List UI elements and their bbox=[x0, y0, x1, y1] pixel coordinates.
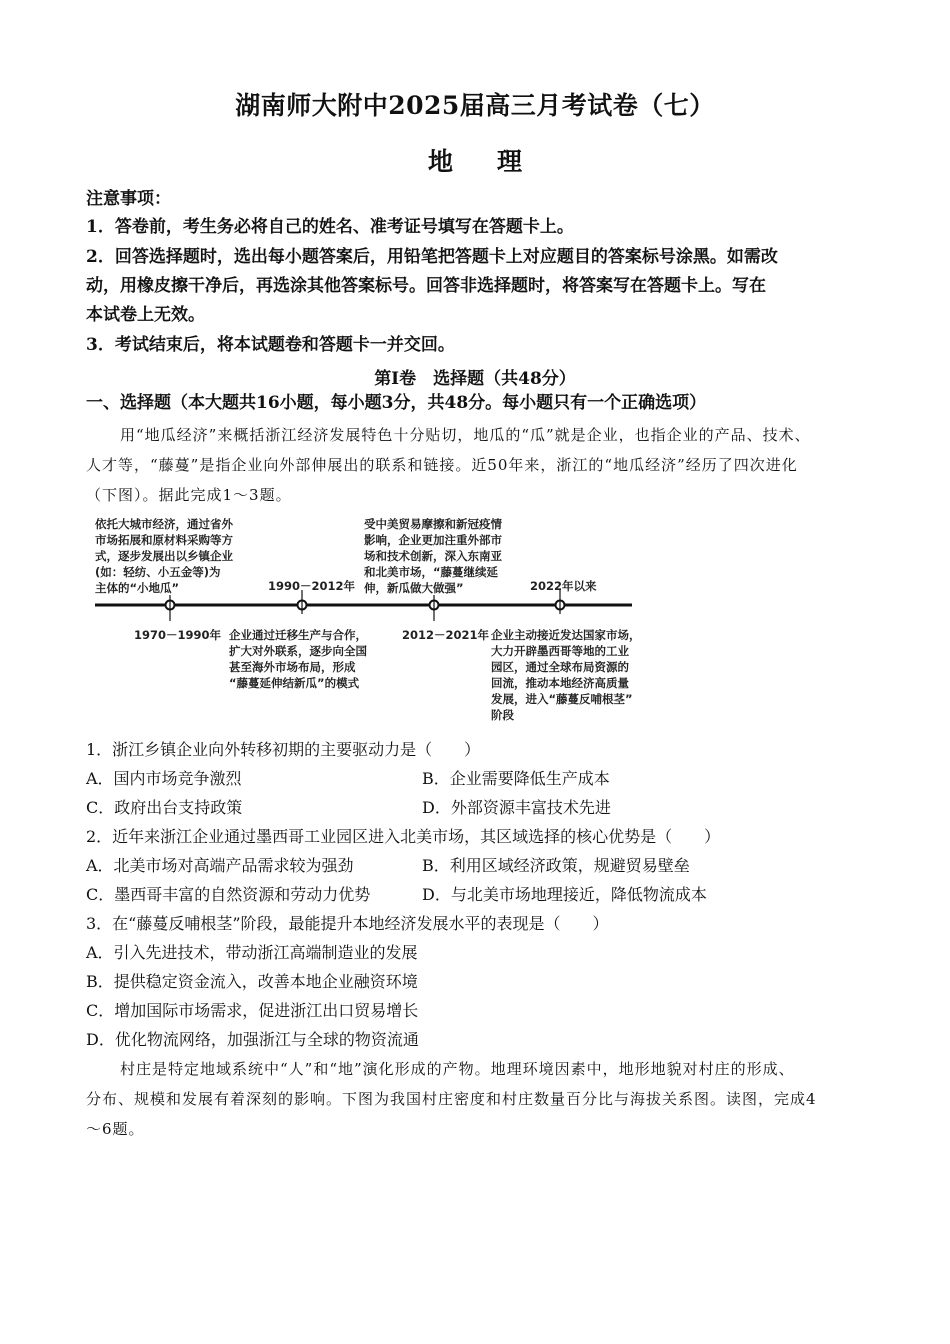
passage2-line: ～6题。 bbox=[86, 1120, 145, 1138]
stage-text: 企业通过迁移生产与合作， bbox=[229, 628, 367, 642]
notes-line: 动，用橡皮擦干净后，再选涂其他答案标号。回答非选择题时，将答案写在答题卡上。写在 bbox=[86, 276, 766, 296]
stage-text: 园区，通过全球布局资源的 bbox=[491, 660, 629, 674]
stage-text: 影响，企业更加注重外部市 bbox=[364, 533, 502, 547]
option-d: D．与北美市场地理接近，降低物流成本 bbox=[422, 885, 707, 904]
question-stem: 2．近年来浙江企业通过墨西哥工业园区进入北美市场，其区域选择的核心优势是（ ） bbox=[86, 827, 721, 846]
stage-text: 和北美市场，“藤蔓继续延 bbox=[364, 565, 499, 579]
passage1-line: 人才等，“藤蔓”是指企业向外部伸展出的联系和链接。近50年来，浙江的“地瓜经济”经历了四次进化 bbox=[86, 456, 798, 474]
section-title: 第Ⅰ卷 选择题（共48分） bbox=[374, 369, 576, 389]
option-b: B．利用区域经济政策，规避贸易壁垒 bbox=[422, 856, 690, 875]
notes-line: 3．考试结束后，将本试题卷和答题卡一并交回。 bbox=[86, 335, 455, 355]
option-c: C．政府出台支持政策 bbox=[86, 798, 243, 817]
question-stem: 1．浙江乡镇企业向外转移初期的主要驱动力是（ ） bbox=[86, 740, 481, 759]
notes-line: 本试卷上无效。 bbox=[86, 305, 205, 325]
stage-text: 市场拓展和原材料采购等方 bbox=[95, 533, 233, 547]
option-c: C．墨西哥丰富的自然资源和劳动力优势 bbox=[86, 885, 371, 904]
passage2-line: 分布、规模和发展有着深刻的影响。下图为我国村庄密度和村庄数量百分比与海拔关系图。读图，完成4 bbox=[86, 1090, 817, 1108]
option-a: A．北美市场对高端产品需求较为强劲 bbox=[86, 856, 354, 875]
stage-text: 回流，推动本地经济高质量 bbox=[491, 676, 629, 690]
passage1-line: 用“地瓜经济”来概括浙江经济发展特色十分贴切，地瓜的“瓜”就是企业，也指企业的产品、技术、 bbox=[120, 426, 811, 444]
stage-text: 伸，新瓜做大做强” bbox=[364, 581, 464, 595]
option-d: D．外部资源丰富技术先进 bbox=[422, 798, 611, 817]
timeline-date: 2012－2021年 bbox=[402, 628, 490, 642]
timeline-date: 2022年以来 bbox=[530, 579, 597, 593]
passage1-line: （下图）。据此完成1～3题。 bbox=[86, 486, 292, 504]
option-a: A．国内市场竞争激烈 bbox=[86, 769, 242, 788]
stage-text: 依托大城市经济，通过省外 bbox=[95, 517, 233, 531]
stage-text: (如：轻纺、小五金等)为 bbox=[95, 565, 221, 579]
stage-text: 发展，进入“藤蔓反哺根茎” bbox=[491, 692, 633, 706]
part-heading: 一、选择题（本大题共16小题，每小题3分，共48分。每小题只有一个正确选项） bbox=[86, 393, 707, 413]
passage2-line: 村庄是特定地域系统中“人”和“地”演化形成的产物。地理环境因素中，地形地貌对村庄的形成、 bbox=[120, 1060, 795, 1078]
stage-text: 大力开辟墨西哥等地的工业 bbox=[491, 644, 629, 658]
option-a: A．引入先进技术，带动浙江高端制造业的发展 bbox=[86, 943, 418, 962]
notes-line: 2．回答选择题时，选出每小题答案后，用铅笔把答题卡上对应题目的答案标号涂黑。如需改 bbox=[86, 247, 778, 267]
question-stem: 3．在“藤蔓反哺根茎”阶段，最能提升本地经济发展水平的表现是（ ） bbox=[86, 914, 609, 933]
option-c: C．增加国际市场需求，促进浙江出口贸易增长 bbox=[86, 1001, 419, 1020]
stage-text: 受中美贸易摩擦和新冠疫情 bbox=[364, 517, 502, 531]
option-b: B．企业需要降低生产成本 bbox=[422, 769, 610, 788]
stage-text: 场和技术创新，深入东南亚 bbox=[364, 549, 502, 563]
stage-text: 企业主动接近发达国家市场， bbox=[491, 628, 641, 642]
timeline-date: 1990－2012年 bbox=[268, 579, 356, 593]
stage-text: 式，逐步发展出以乡镇企业 bbox=[95, 549, 233, 563]
timeline-date: 1970－1990年 bbox=[134, 628, 222, 642]
stage-text: 扩大对外联系，逐步向全国 bbox=[229, 644, 367, 658]
stage-text: 主体的“小地瓜” bbox=[95, 581, 180, 595]
stage-text: “藤蔓延伸结新瓜”的模式 bbox=[229, 676, 360, 690]
stage-text: 甚至海外市场布局，形成 bbox=[229, 660, 356, 674]
option-b: B．提供稳定资金流入，改善本地企业融资环境 bbox=[86, 972, 418, 991]
exam-title: 湖南师大附中2025届高三月考试卷（七） bbox=[235, 91, 715, 120]
option-d: D．优化物流网络，加强浙江与全球的物资流通 bbox=[86, 1030, 419, 1049]
notes-line: 1．答卷前，考生务必将自己的姓名、准考证号填写在答题卡上。 bbox=[86, 217, 574, 237]
stage-text: 阶段 bbox=[491, 708, 514, 722]
notes-heading: 注意事项： bbox=[86, 189, 171, 209]
subject-title: 地理 bbox=[427, 147, 566, 176]
